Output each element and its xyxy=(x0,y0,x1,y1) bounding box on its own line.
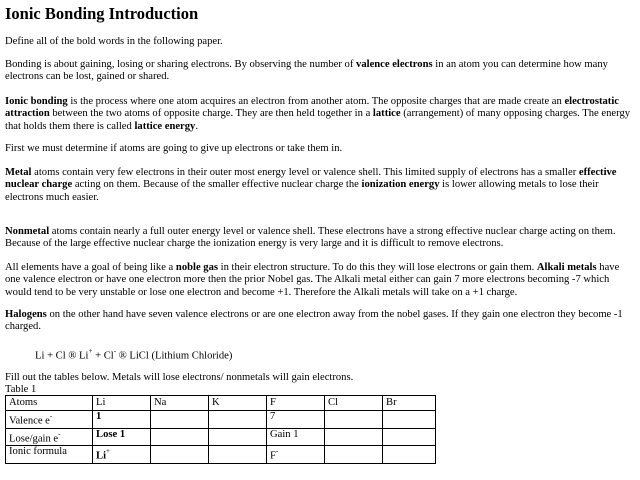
text: is lower allowing metals to lose their electrons much easier. xyxy=(5,179,599,203)
cell-k-valence[interactable] xyxy=(209,411,267,429)
header-cell: F xyxy=(267,396,325,411)
bold-term-nonmetal: Nonmetal xyxy=(5,226,50,237)
table-row xyxy=(6,446,436,464)
cell-text: Valence e xyxy=(9,415,50,427)
paragraph-determine: First we must determine if atoms are going to give up electrons or take them in. xyxy=(5,143,343,154)
equation-part: ® LiCl (Lithium Chloride) xyxy=(116,350,233,362)
paragraph-nonmetal xyxy=(5,226,633,251)
bold-term-electrostatic-attraction: electrostatic attraction xyxy=(5,96,619,120)
header-cell: Na xyxy=(151,396,209,411)
row-label-lose-gain xyxy=(6,428,93,446)
header-cell: Cl xyxy=(325,396,383,411)
header-cell: Br xyxy=(383,396,436,411)
text: All elements have a goal of being like a xyxy=(5,262,176,273)
text: atoms contain very few electrons in their outer most energy level or valence shell. This limited supply of electrons has a smaller xyxy=(31,167,579,178)
text: (arrangement) of many opposing charges. The energy that holds them there is called xyxy=(5,108,631,132)
bold-term-ionic-bonding: Ionic bonding xyxy=(5,96,68,107)
bold-term-halogens: Halogens xyxy=(5,309,47,320)
cell-f-lose-gain[interactable]: Gain 1 xyxy=(267,428,325,446)
header-cell: Atoms xyxy=(6,396,93,411)
text: is the process where one atom acquires an electron from another atom. The opposite charges that are made create an xyxy=(67,96,565,107)
cell-cl-formula[interactable] xyxy=(325,446,383,464)
cell-superscript: - xyxy=(275,447,279,456)
row-label-ionic-formula: Ionic formula xyxy=(6,446,93,464)
paragraph-halogens xyxy=(5,309,633,334)
header-cell: Li xyxy=(93,396,151,411)
cell-li-lose-gain[interactable] xyxy=(93,428,151,446)
equation-part: + Cl xyxy=(92,350,114,362)
cell-br-formula[interactable] xyxy=(383,446,436,464)
bold-term-ionization-energy: ionization energy xyxy=(361,179,440,191)
cell-superscript: + xyxy=(106,447,110,456)
table-header-row xyxy=(6,396,436,411)
bold-term-alkali-metals: Alkali metals xyxy=(536,262,597,273)
cell-br-lose-gain[interactable] xyxy=(383,428,436,446)
bold-term-noble-gas: noble gas xyxy=(175,262,219,273)
equation-lithium-chloride xyxy=(35,346,232,363)
cell-text: Li xyxy=(96,450,107,462)
bold-term-valence-electrons: valence electrons xyxy=(356,59,433,70)
fill-instructions: Fill out the tables below. Metals will lose electrons/ nonmetals will gain electrons. xyxy=(5,372,354,383)
cell-text: Lose 1 xyxy=(96,428,126,440)
cell-text: Lose/gain e xyxy=(9,433,59,445)
cell-li-valence[interactable] xyxy=(93,411,151,429)
cell-superscript: - xyxy=(58,429,61,438)
document-title: Ionic Bonding Introduction xyxy=(5,4,199,23)
equation-superscript: - xyxy=(113,347,117,355)
text: atoms contain nearly a full outer energy level or valence shell. These electrons have a strong effective nuclear charge acting on them. Because of the large effective nuclear charge the ionization energy is very large and it is difficult to remove electrons. xyxy=(5,226,616,250)
cell-cl-lose-gain[interactable] xyxy=(325,428,383,446)
header-cell: K xyxy=(209,396,267,411)
text: Bonding is about gaining, losing or sharing electrons. By observing the number of xyxy=(5,59,357,70)
ion-table xyxy=(5,395,436,464)
table-label: Table 1 xyxy=(5,384,37,395)
cell-f-valence[interactable]: 7 xyxy=(267,411,325,429)
text: on the other hand have seven valence electrons or are one electron away from the nobel gases. If they gain one electron they become -1 charged. xyxy=(5,309,623,333)
text: in an atom you can determine how many electrons can be lost, gained or shared. xyxy=(5,59,608,83)
bold-term-metal: Metal xyxy=(5,167,32,178)
equation-superscript: + xyxy=(88,347,93,355)
text: between the two atoms of opposite charge. They are then held together in a xyxy=(49,108,373,120)
bold-term-lattice: lattice xyxy=(372,108,401,120)
cell-k-formula[interactable] xyxy=(209,446,267,464)
paragraph-ionic-bonding xyxy=(5,96,633,133)
text: acting on them. Because of the smaller effective nuclear charge the xyxy=(72,179,362,191)
paragraph-noble-gas xyxy=(5,262,633,299)
equation-part: Li + Cl ® Li xyxy=(35,350,89,362)
cell-cl-valence[interactable] xyxy=(325,411,383,429)
table-row xyxy=(6,428,436,446)
cell-br-valence[interactable] xyxy=(383,411,436,429)
cell-k-lose-gain[interactable] xyxy=(209,428,267,446)
paragraph-metal xyxy=(5,167,633,204)
cell-na-valence[interactable] xyxy=(151,411,209,429)
text: in their electron structure. To do this they will lose electrons or gain them. xyxy=(218,262,537,273)
bold-term-lattice-energy: lattice energy xyxy=(134,120,196,132)
cell-na-lose-gain[interactable] xyxy=(151,428,209,446)
cell-text: 1 xyxy=(96,411,102,422)
cell-li-formula[interactable] xyxy=(93,446,151,464)
bold-term-effective-nuclear-charge: effective nuclear charge xyxy=(5,167,617,191)
cell-text: F xyxy=(270,450,276,462)
table-row xyxy=(6,411,436,429)
paragraph-valence xyxy=(5,59,633,84)
intro-paragraph: Define all of the bold words in the following paper. xyxy=(5,36,223,47)
cell-f-formula[interactable] xyxy=(267,446,325,464)
row-label-valence xyxy=(6,411,93,429)
cell-superscript: - xyxy=(49,412,53,420)
text: have one valence electron or have one electron more then the prior Nobel gas. The Alkali metal either can gain 7 more electrons becoming -7 which would tend to be very unstable or lose one electron and become +1. Therefore the Alkali metals will take on a +1 charge. xyxy=(5,262,620,298)
text: . xyxy=(195,120,198,132)
cell-na-formula[interactable] xyxy=(151,446,209,464)
